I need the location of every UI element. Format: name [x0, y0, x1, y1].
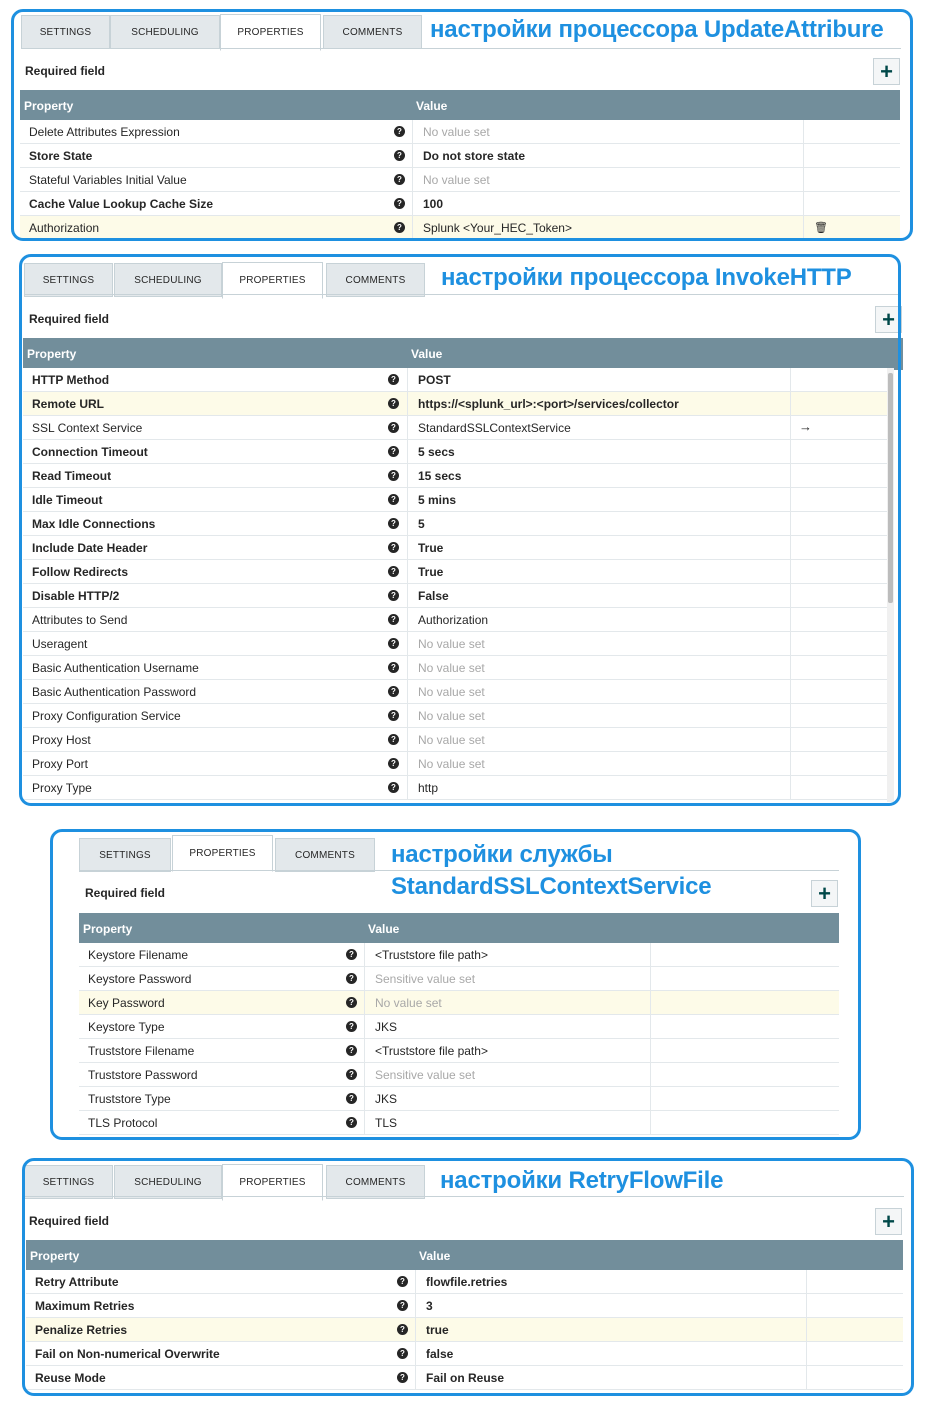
property-name: Include Date Header	[32, 541, 148, 555]
tab-scheduling[interactable]: SCHEDULING	[114, 1165, 222, 1199]
property-name: Truststore Type	[88, 1092, 171, 1106]
table-row[interactable]	[26, 1366, 903, 1390]
property-value: Sensitive value set	[375, 1068, 476, 1082]
property-name: Keystore Type	[88, 1020, 165, 1034]
tab-comments[interactable]: COMMENTS	[323, 15, 422, 49]
header-value: Value	[419, 1249, 451, 1263]
value-cell[interactable]	[415, 1342, 806, 1365]
question-circle-icon[interactable]: ?	[346, 1069, 357, 1080]
value-cell[interactable]	[415, 1318, 806, 1341]
question-circle-icon[interactable]: ?	[346, 1045, 357, 1056]
property-value: 5 secs	[418, 445, 455, 459]
property-value: https://<splunk_url>:<port>/services/collector	[418, 397, 679, 411]
question-circle-icon[interactable]: ?	[397, 1372, 408, 1383]
property-name: Keystore Filename	[88, 948, 189, 962]
property-name: Disable HTTP/2	[32, 589, 120, 603]
required-field-label: Required field	[25, 64, 106, 78]
plus-icon: +	[818, 880, 831, 906]
property-name: Basic Authentication Password	[32, 685, 197, 699]
action-cell	[806, 1318, 903, 1341]
property-value: TLS	[375, 1116, 398, 1130]
property-value: True	[418, 565, 444, 579]
property-value: No value set	[423, 125, 490, 139]
tab-settings[interactable]: SETTINGS	[24, 1165, 113, 1199]
property-value: 100	[423, 197, 444, 211]
action-cell	[806, 1270, 903, 1293]
property-value: No value set	[418, 637, 485, 651]
question-circle-icon[interactable]: ?	[394, 174, 405, 185]
property-name: Fail on Non-numerical Overwrite	[35, 1347, 220, 1361]
property-value: No value set	[418, 757, 485, 771]
panel-caption: настройки процессора InvokeHTTP	[441, 264, 852, 291]
tab-comments[interactable]: COMMENTS	[326, 263, 425, 297]
property-name: Idle Timeout	[32, 493, 103, 507]
property-name: Authorization	[29, 221, 100, 235]
property-value: Splunk <Your_HEC_Token>	[423, 221, 572, 235]
property-value: StandardSSLContextService	[418, 421, 571, 435]
property-name: Remote URL	[32, 397, 105, 411]
tab-properties[interactable]: PROPERTIES	[222, 1164, 323, 1201]
property-value: Sensitive value set	[375, 972, 476, 986]
property-name: TLS Protocol	[88, 1116, 158, 1130]
header-property: Property	[24, 99, 74, 113]
property-name: Attributes to Send	[32, 613, 128, 627]
properties-table	[26, 1270, 903, 1390]
question-circle-icon[interactable]: ?	[397, 1348, 408, 1359]
property-value: JKS	[375, 1020, 398, 1034]
value-cell[interactable]	[415, 1270, 806, 1293]
property-name: Proxy Host	[32, 733, 91, 747]
panel-caption-line2: StandardSSLContextService	[391, 873, 712, 900]
property-name: HTTP Method	[32, 373, 110, 387]
action-cell	[806, 1342, 903, 1365]
tab-scheduling[interactable]: SCHEDULING	[110, 15, 220, 49]
trash-icon[interactable]: 🗑	[814, 222, 828, 234]
tab-settings[interactable]: SETTINGS	[21, 15, 110, 49]
required-field-label: Required field	[29, 312, 110, 326]
tab-settings[interactable]: SETTINGS	[24, 263, 113, 297]
table-header	[26, 1240, 903, 1272]
property-value: true	[426, 1323, 449, 1337]
panel-caption: настройки службы	[391, 841, 613, 868]
table-row[interactable]	[26, 1294, 903, 1318]
property-name: Proxy Configuration Service	[32, 709, 181, 723]
property-name: Keystore Password	[88, 972, 192, 986]
value-cell[interactable]	[415, 1294, 806, 1317]
question-circle-icon[interactable]: ?	[394, 126, 405, 137]
tab-divider	[24, 1196, 904, 1197]
tab-comments[interactable]: COMMENTS	[275, 838, 375, 872]
panel-caption: настройки RetryFlowFile	[440, 1167, 724, 1194]
question-circle-icon[interactable]: ?	[388, 734, 399, 745]
question-circle-icon[interactable]: ?	[388, 758, 399, 769]
question-circle-icon[interactable]: ?	[388, 662, 399, 673]
property-value: POST	[418, 373, 451, 387]
header-value: Value	[411, 347, 443, 361]
property-name: Follow Redirects	[32, 565, 129, 579]
property-name: Cache Value Lookup Cache Size	[29, 197, 214, 211]
property-value: No value set	[423, 173, 490, 187]
property-value: 3	[426, 1299, 433, 1313]
header-value: Value	[368, 922, 400, 936]
property-value: Fail on Reuse	[426, 1371, 505, 1385]
question-circle-icon[interactable]: ?	[394, 150, 405, 161]
question-circle-icon[interactable]: ?	[388, 542, 399, 553]
question-circle-icon[interactable]: ?	[397, 1276, 408, 1287]
question-circle-icon[interactable]: ?	[388, 374, 399, 385]
question-circle-icon[interactable]: ?	[346, 1021, 357, 1032]
question-circle-icon[interactable]: ?	[388, 518, 399, 529]
tab-comments[interactable]: COMMENTS	[326, 1165, 425, 1199]
question-circle-icon[interactable]: ?	[394, 222, 405, 233]
property-name: Truststore Password	[88, 1068, 198, 1082]
property-value: <Truststore file path>	[375, 948, 488, 962]
table-row[interactable]	[26, 1318, 903, 1342]
panel-caption: настройки процессора UpdateAttribure	[430, 16, 884, 43]
tab-properties[interactable]: PROPERTIES	[172, 835, 273, 872]
property-name: Delete Attributes Expression	[29, 125, 180, 139]
question-circle-icon[interactable]: ?	[346, 1093, 357, 1104]
property-value: No value set	[418, 685, 485, 699]
property-value: <Truststore file path>	[375, 1044, 488, 1058]
question-circle-icon[interactable]: ?	[346, 997, 357, 1008]
property-value: http	[418, 781, 439, 795]
header-property: Property	[30, 1249, 80, 1263]
question-circle-icon[interactable]: ?	[388, 422, 399, 433]
value-cell[interactable]	[415, 1366, 806, 1389]
property-value: No value set	[418, 733, 485, 747]
question-circle-icon[interactable]: ?	[388, 446, 399, 457]
property-value: false	[426, 1347, 454, 1361]
question-circle-icon[interactable]: ?	[388, 614, 399, 625]
action-cell	[806, 1366, 903, 1389]
property-value: Do not store state	[423, 149, 526, 163]
question-circle-icon[interactable]: ?	[397, 1300, 408, 1311]
question-circle-icon[interactable]: ?	[394, 198, 405, 209]
question-circle-icon[interactable]: ?	[388, 782, 399, 793]
property-value: No value set	[375, 996, 442, 1010]
tab-properties[interactable]: PROPERTIES	[220, 14, 321, 51]
question-circle-icon[interactable]: ?	[388, 398, 399, 409]
tab-properties[interactable]: PROPERTIES	[222, 262, 323, 299]
property-name: Maximum Retries	[35, 1299, 135, 1313]
required-field-label: Required field	[85, 886, 166, 900]
property-value: JKS	[375, 1092, 398, 1106]
property-value: 15 secs	[418, 469, 462, 483]
header-value: Value	[416, 99, 448, 113]
header-property: Property	[27, 347, 77, 361]
header-property: Property	[83, 922, 133, 936]
property-value: No value set	[418, 661, 485, 675]
property-value: No value set	[418, 709, 485, 723]
property-name: Stateful Variables Initial Value	[29, 173, 187, 187]
question-circle-icon[interactable]: ?	[388, 686, 399, 697]
property-name: Store State	[29, 149, 93, 163]
question-circle-icon[interactable]: ?	[346, 973, 357, 984]
property-name: Useragent	[32, 637, 88, 651]
plus-icon: +	[880, 58, 893, 84]
property-value: flowfile.retries	[426, 1275, 508, 1289]
property-value: 5 mins	[418, 493, 457, 507]
property-value: Authorization	[418, 613, 489, 627]
question-circle-icon[interactable]: ?	[388, 470, 399, 481]
tab-scheduling[interactable]: SCHEDULING	[114, 263, 222, 297]
question-circle-icon[interactable]: ?	[346, 949, 357, 960]
question-circle-icon[interactable]: ?	[388, 590, 399, 601]
plus-icon: +	[882, 1208, 895, 1234]
property-name: Truststore Filename	[88, 1044, 195, 1058]
action-cell	[806, 1294, 903, 1317]
property-value: False	[418, 589, 449, 603]
property-name: Key Password	[88, 996, 165, 1010]
property-name: Connection Timeout	[32, 445, 148, 459]
question-circle-icon[interactable]: ?	[388, 566, 399, 577]
add-property-button[interactable]	[875, 1208, 902, 1235]
question-circle-icon[interactable]: ?	[388, 494, 399, 505]
question-circle-icon[interactable]: ?	[388, 638, 399, 649]
question-circle-icon[interactable]: ?	[346, 1117, 357, 1128]
table-row[interactable]	[26, 1342, 903, 1366]
property-name: SSL Context Service	[32, 421, 143, 435]
property-name: Read Timeout	[32, 469, 112, 483]
tab-settings[interactable]: SETTINGS	[79, 838, 171, 872]
question-circle-icon[interactable]: ?	[388, 710, 399, 721]
property-value: 5	[418, 517, 425, 531]
arrow-right-icon[interactable]: →	[799, 419, 812, 434]
property-name: Basic Authentication Username	[32, 661, 199, 675]
property-name: Proxy Type	[32, 781, 92, 795]
property-name: Penalize Retries	[35, 1323, 128, 1337]
required-field-label: Required field	[29, 1214, 110, 1228]
question-circle-icon[interactable]: ?	[397, 1324, 408, 1335]
property-name: Proxy Port	[32, 757, 89, 771]
property-name: Reuse Mode	[35, 1371, 106, 1385]
property-value: True	[418, 541, 444, 555]
property-name: Max Idle Connections	[32, 517, 156, 531]
plus-icon: +	[882, 306, 895, 332]
property-name: Retry Attribute	[35, 1275, 119, 1289]
table-row[interactable]	[26, 1270, 903, 1294]
